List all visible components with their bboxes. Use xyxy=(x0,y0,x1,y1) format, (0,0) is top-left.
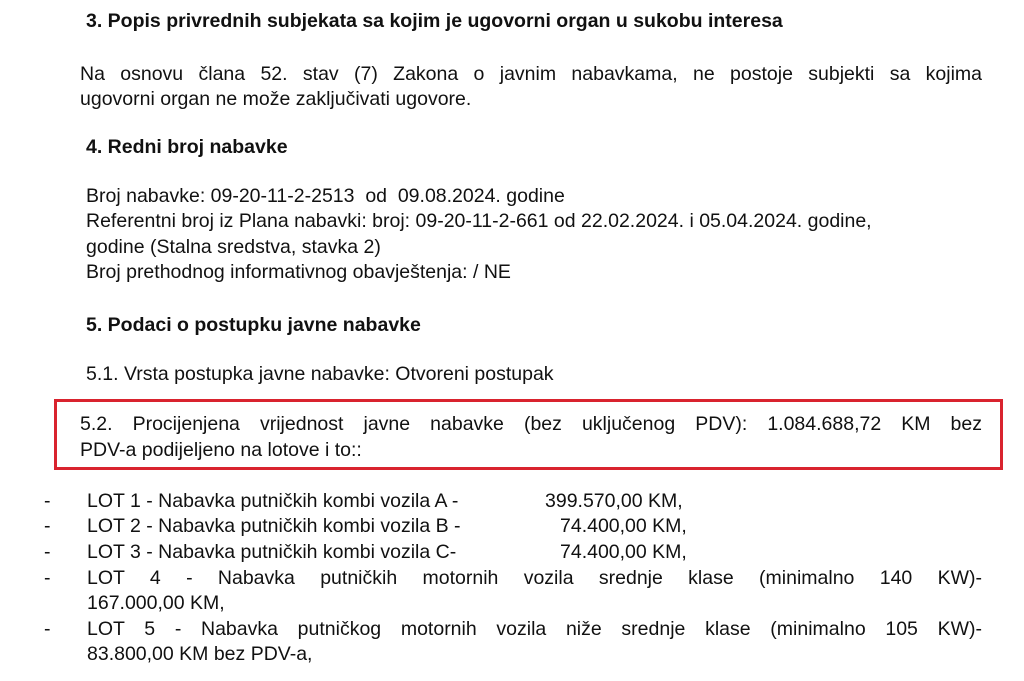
lot-3-label: LOT 3 - Nabavka putničkih kombi vozila C- xyxy=(87,541,457,563)
section-4-heading: 4. Redni broj nabavke xyxy=(86,136,288,158)
lot-1-amount: 399.570,00 KM, xyxy=(545,490,683,512)
list-bullet-dash: - xyxy=(44,567,51,589)
estimated-value-line-1: 5.2. Procijenjena vrijednost javne nabavke (bez uključenog PDV): 1.084.688,72 KM bez xyxy=(80,413,982,435)
plan-reference-number: Referentni broj iz Plana nabavki: broj: 09-20-11-2-661 od 22.02.2024. i 05.04.2024. godine, xyxy=(86,210,872,232)
procurement-number: Broj nabavke: 09-20-11-2-2513 od 09.08.2024. godine xyxy=(86,185,565,207)
section-3-heading: 3. Popis privrednih subjekata sa kojim je ugovorni organ u sukobu interesa xyxy=(86,10,783,32)
section-3-text-line-1: Na osnovu člana 52. stav (7) Zakona o javnim nabavkama, ne postoje subjekti sa kojima xyxy=(80,63,982,85)
list-bullet-dash: - xyxy=(44,541,51,563)
list-bullet-dash: - xyxy=(44,618,51,640)
list-bullet-dash: - xyxy=(44,515,51,537)
lot-5-amount: 83.800,00 KM bez PDV-a, xyxy=(87,643,313,665)
list-bullet-dash: - xyxy=(44,490,51,512)
lot-1-label: LOT 1 - Nabavka putničkih kombi vozila A - xyxy=(87,490,459,512)
lot-4-amount: 167.000,00 KM, xyxy=(87,592,225,614)
lot-2-amount: 74.400,00 KM, xyxy=(560,515,687,537)
estimated-value-line-2: PDV-a podijeljeno na lotove i to:: xyxy=(80,439,362,461)
lot-2-label: LOT 2 - Nabavka putničkih kombi vozila B - xyxy=(87,515,461,537)
plan-reference-continuation: godine (Stalna sredstva, stavka 2) xyxy=(86,236,381,258)
procedure-type: 5.1. Vrsta postupka javne nabavke: Otvoreni postupak xyxy=(86,363,554,385)
section-5-heading: 5. Podaci o postupku javne nabavke xyxy=(86,314,421,336)
prior-notice-number: Broj prethodnog informativnog obavještenja: / NE xyxy=(86,261,511,283)
lot-5-line-1: LOT 5 - Nabavka putničkog motornih vozila niže srednje klase (minimalno 105 KW)- xyxy=(87,618,982,640)
lot-3-amount: 74.400,00 KM, xyxy=(560,541,687,563)
section-3-text-line-2: ugovorni organ ne može zaključivati ugovore. xyxy=(80,88,472,110)
lot-4-line-1: LOT 4 - Nabavka putničkih motornih vozila srednje klase (minimalno 140 KW)- xyxy=(87,567,982,589)
